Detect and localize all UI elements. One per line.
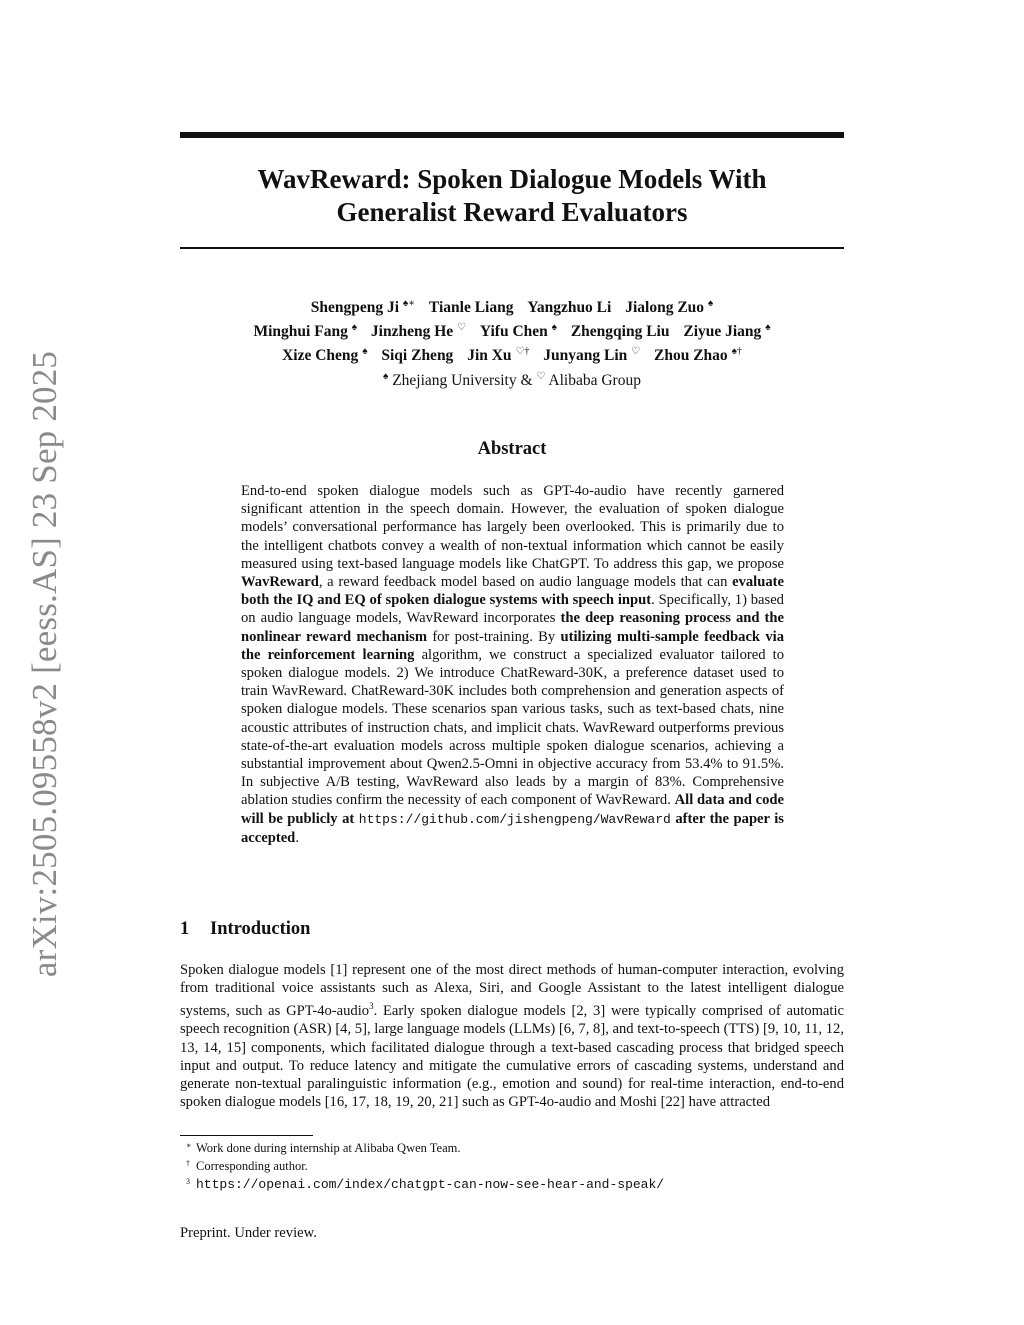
footnote-url: https://openai.com/index/chatgpt-can-now-see-hear-and-speak/	[196, 1177, 665, 1192]
affiliation-mark-spade: ♠	[383, 371, 389, 382]
arxiv-stamp-text: arXiv:2505.09558v2 [eess.AS] 23 Sep 2025	[25, 350, 64, 978]
section-number: 1	[180, 919, 190, 939]
author: Zhou Zhao ♠†	[654, 346, 742, 365]
abstract-heading: Abstract	[477, 439, 547, 459]
footnote: ∗ Work done during internship at Alibaba Qwen Team.	[186, 1141, 461, 1155]
author: Yangzhuo Li	[527, 299, 612, 317]
footnote: 3 https://openai.com/index/chatgpt-can-now-see-hear-and-speak/	[186, 1177, 665, 1192]
title-top-rule	[180, 132, 844, 138]
paper-title	[180, 163, 844, 229]
author: Ziyue Jiang ♠	[683, 322, 771, 341]
author: Minghui Fang ♠	[253, 322, 358, 341]
title-line-1: WavReward: Spoken Dialogue Models With	[257, 164, 767, 194]
author: Yifu Chen ♠	[479, 322, 557, 341]
author-line-1	[180, 294, 844, 318]
affiliation-mark-heart: ♡	[536, 371, 546, 382]
title-line-2: Generalist Reward Evaluators	[336, 197, 688, 227]
footnote-rule	[180, 1135, 313, 1136]
preprint-notice: Preprint. Under review.	[180, 1225, 317, 1241]
title-bottom-rule	[180, 247, 844, 249]
author: Siqi Zheng	[381, 347, 454, 365]
author: Jinzheng He ♡	[370, 322, 466, 341]
footnote-ref: 3	[369, 1001, 374, 1012]
author-list	[180, 294, 844, 366]
author: Junyang Lin ♡	[543, 346, 641, 365]
section-heading	[180, 919, 310, 940]
author: Tianle Liang	[428, 299, 514, 317]
abstract-body: End-to-end spoken dialogue models such as GPT-4o-audio have recently garnered significant attention in the speech domain. However, the evaluation of spoken dialogue models’ conversational performance has largely been overlooked. This is primarily due to the intelligent chatbots convey a wealth of non-textual information which cannot be easily measured using text-based language models like ChatGPT. To address this gap, we propose WavReward, a reward feedback model based on audio language models that can evaluate both the IQ and EQ of spoken dialogue systems with speech input. Specifically, 1) based on audio language models, WavReward incorporates the deep reasoning process and the nonlinear reward mechanism for post-training. By utilizing multi-sample feedback via the reinforcement learning algorithm, we construct a specialized evaluator tailored to spoken dialogue models. 2) We introduce ChatReward-30K, a preference dataset used to train WavReward. ChatReward-30K includes both comprehension and generation aspects of spoken dialogue models. These scenarios span various tasks, such as text-based chats, nine acoustic attributes of instruction chats, and implicit chats. WavReward outperforms previous state-of-the-art evaluation models across multiple spoken dialogue scenarios, achieving a substantial improvement about Qwen2.5-Omni in objective accuracy from 53.4% to 91.5%. In subjective A/B testing, WavReward also leads by a margin of 83%. Comprehensive ablation studies confirm the necessity of each component of WavReward. All data and code will be publicly at https://github.com/jishengpeng/WavReward after the paper is accepted.	[241, 483, 785, 846]
author: Shengpeng Ji ♠∗	[310, 298, 416, 317]
affiliations: ♠ Zhejiang University & ♡ Alibaba Group	[383, 371, 641, 390]
author: Xize Cheng ♠	[282, 346, 368, 365]
author-line-3	[180, 342, 844, 366]
introduction-body: Spoken dialogue models [1] represent one of the most direct methods of human-computer interaction, evolving from traditional voice assistants such as Alexa, Siri, and Google Assistant to the latest intelligent dialogue systems, such as GPT-4o-audio$^3$. Early spoken dialogue models [2, 3] were typically comprised of automatic speech recognition (ASR) [4, 5], large language models (LLMs) [6, 7, 8], and text-to-speech (TTS) [9, 10, 11, 12, 13, 14, 15] components, which facilitated dialogue through a text-based cascading process that bridged speech input and output. To reduce latency and mitigate the cumulative errors of cascading systems, understand and generate non-textual paralinguistic information (e.g., emotion and sound) for real-time interaction, end-to-end spoken dialogue models [16, 17, 18, 19, 20, 21] such as GPT-4o-audio and Moshi [22] have attracted	[180, 962, 844, 1111]
repo-url: https://github.com/jishengpeng/WavReward	[358, 811, 671, 827]
footnote: † Corresponding author.	[186, 1159, 308, 1173]
author-line-2	[180, 318, 844, 342]
author: Zhengqing Liu	[570, 323, 670, 341]
author: Jin Xu ♡†	[467, 346, 530, 365]
section-title: Introduction	[210, 919, 311, 939]
author: Jialong Zuo ♠	[625, 298, 714, 317]
